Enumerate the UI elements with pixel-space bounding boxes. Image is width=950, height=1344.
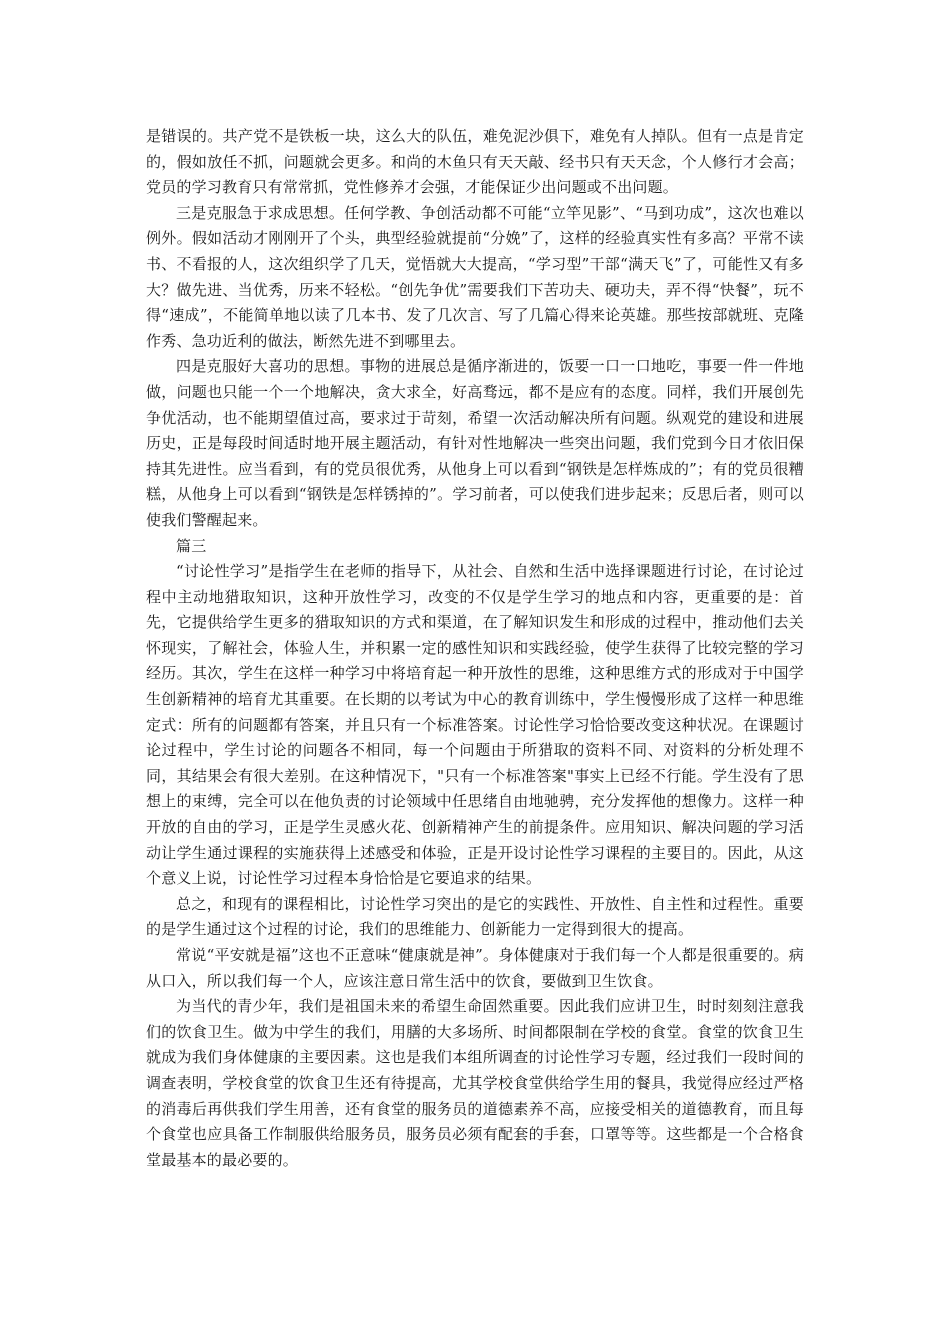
paragraph-point-three: 三是克服急于求成思想。任何学教、争创活动都不可能“立竿见影”、“马到功成”，这次也难以例外。假如活动才刚刚开了个头，典型经验就提前“分娩”了，这样的经验真实性有多高？平常不读书、不看报的人，这次组织学了几天，觉悟就大大提高，“学习型”干部“满天飞”了，可能性又有多大？做先进、当优秀，历来不轻松。“创先争优”需要我们下苦功夫、硬功夫，弄不得“快餐”，玩不得“速成”，不能简单地以读了几本书、发了几次言、写了几篇心得来论英雄。那些按部就班、克隆作秀、急功近利的做法，断然先进不到哪里去。 bbox=[146, 203, 804, 350]
paragraph-point-four: 四是克服好大喜功的思想。事物的进展总是循序渐进的，饭要一口一口地吃，事要一件一件地做，问题也只能一个一个地解决，贪大求全，好高骛远，都不是应有的态度。同样，我们开展创先争优活动，也不能期望值过高，要求过于苛刻，希望一次活动解决所有问题。纵观党的建设和进展历史，正是每段时间适时地开展主题活动，有针对性地解决一些突出问题，我们党到今日才依旧保持其先进性。应当看到，有的党员很优秀，从他身上可以看到“钢铁是怎样炼成的”；有的党员很糟糕，从他身上可以看到“钢铁是怎样锈掉的”。学习前者，可以使我们进步起来；反思后者，则可以使我们警醒起来。 bbox=[146, 357, 804, 529]
paragraph-health: 常说“平安就是福”这也不正意味“健康就是神”。身体健康对于我们每一个人都是很重要的。病从口入，所以我们每一个人，应该注意日常生活中的饮食，要做到卫生饮食。 bbox=[146, 946, 804, 990]
paragraph-inquiry-learning: “讨论性学习”是指学生在老师的指导下，从社会、自然和生活中选择课题进行讨论，在讨论过程中主动地猎取知识，这种开放性学习，改变的不仅是学生学习的地点和内容，更重要的是：首先，它提供给学生更多的猎取知识的方式和渠道，在了解知识发生和形成的过程中，推动他们去关怀现实，了解社会，体验人生，并积累一定的感性知识和实践经验，使学生获得了比较完整的学习经历。其次，学生在这样一种学习中将培育起一种开放性的思维，这种思维方式的形成对于中国学生创新精神的培育尤其重要。在长期的以考试为中心的教育训练中，学生慢慢形成了这样一种思维定式：所有的问题都有答案，并且只有一个标准答案。讨论性学习恰恰要改变这种状况。在课题讨论过程中，学生讨论的问题各不相同，每一个问题由于所猎取的资料不同、对资料的分析处理不同，其结果会有很大差别。在这种情况下，"只有一个标准答案"事实上已经不行能。学生没有了思想上的束缚，完全可以在他负责的讨论领域中任思绪自由地驰骋，充分发挥他的想像力。这样一种开放的自由的学习，正是学生灵感火花、创新精神产生的前提条件。应用知识、解决问题的学习活动让学生通过课程的实施获得上述感受和体验，正是开设讨论性学习课程的主要目的。因此，从这个意义上说，讨论性学习过程本身恰恰是它要追求的结果。 bbox=[146, 562, 804, 888]
paragraph-summary: 总之，和现有的课程相比，讨论性学习突出的是它的实践性、开放性、自主性和过程性。重要的是学生通过这个过程的讨论，我们的思维能力、创新能力一定得到很大的提高。 bbox=[146, 894, 804, 939]
document-body bbox=[146, 124, 804, 1173]
section-heading-part-three: 篇三 bbox=[176, 536, 207, 555]
paragraph-continuation: 是错误的。共产党不是铁板一块，这么大的队伍，难免泥沙俱下，难免有人掉队。但有一点是肯定的，假如放任不抓，问题就会更多。和尚的木鱼只有天天敲、经书只有天天念，个人修行才会高；党员的学习教育只有常常抓，党性修养才会强，才能保证少出问题或不出问题。 bbox=[146, 127, 804, 197]
paragraph-canteen: 为当代的青少年，我们是祖国未来的希望生命固然重要。因此我们应讲卫生，时时刻刻注意我们的饮食卫生。做为中学生的我们，用膳的大多场所、时间都限制在学校的食堂。食堂的饮食卫生就成为我们身体健康的主要因素。这也是我们本组所调查的讨论性学习专题，经过我们一段时间的调查表明，学校食堂的饮食卫生还有待提高，尤其学校食堂供给学生用的餐具，我觉得应经过严格的消毒后再供我们学生用善，还有食堂的服务员的道德素养不高，应接受相关的道德教育，而且每个食堂也应具备工作制服供给服务员，服务员必须有配套的手套，口罩等等。这些都是一个合格食堂最基本的最必要的。 bbox=[146, 997, 804, 1169]
